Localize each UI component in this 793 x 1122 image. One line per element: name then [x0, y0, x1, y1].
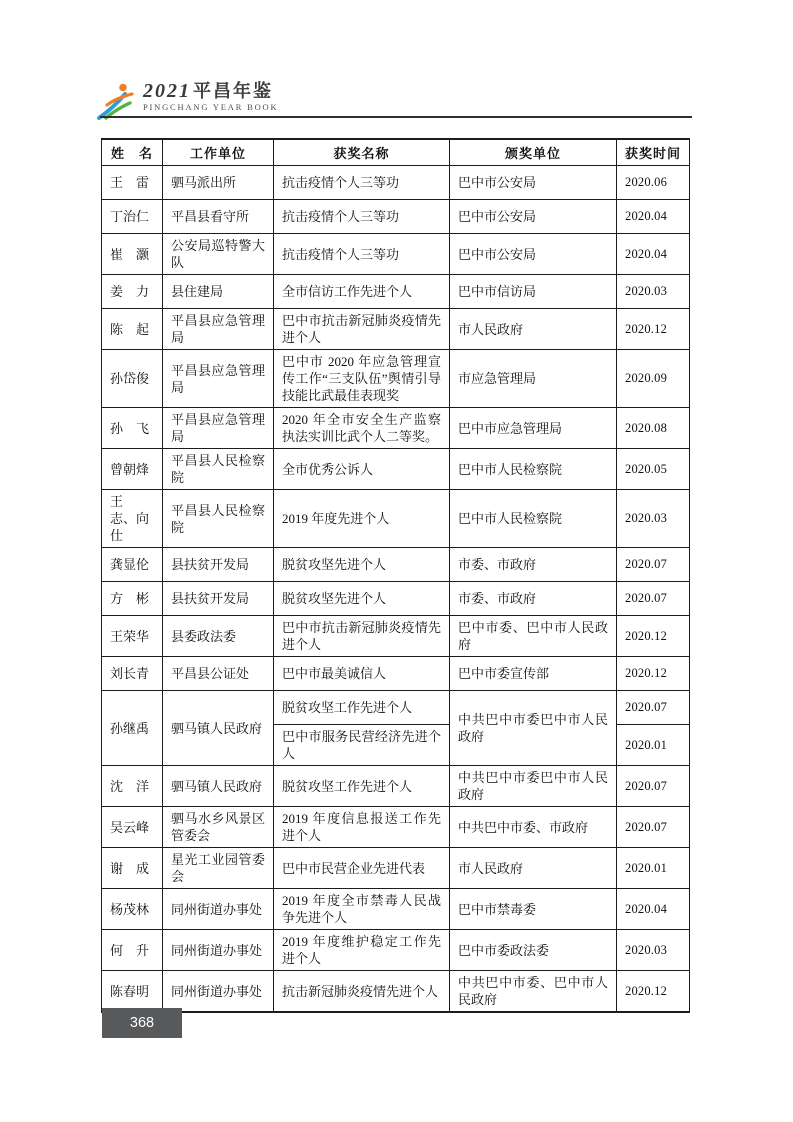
cell-name: 王 雷	[102, 166, 163, 200]
cell-work-unit: 公安局巡特警大队	[163, 234, 274, 275]
cell-award-date: 2020.07	[617, 766, 690, 807]
cell-work-unit: 县委政法委	[163, 616, 274, 657]
cell-issuer: 市人民政府	[450, 848, 617, 889]
cell-issuer: 巴中市应急管理局	[450, 408, 617, 449]
yearbook-subtitle: PINGCHANG YEAR BOOK	[143, 102, 279, 112]
table-row	[102, 691, 690, 725]
cell-name: 何 升	[102, 930, 163, 971]
cell-issuer: 市委、市政府	[450, 548, 617, 582]
table-row	[102, 889, 690, 930]
cell-award-date: 2020.05	[617, 449, 690, 490]
column-header: 颁奖单位	[450, 139, 617, 166]
cell-award-name: 抗击疫情个人三等功	[274, 166, 450, 200]
cell-issuer: 巴中市公安局	[450, 166, 617, 200]
cell-award-date: 2020.07	[617, 548, 690, 582]
brand-text	[143, 81, 278, 112]
cell-award-date: 2020.09	[617, 350, 690, 408]
table-row	[102, 766, 690, 807]
cell-award-name: 2019 年度维护稳定工作先进个人	[274, 930, 450, 971]
cell-award-date: 2020.12	[617, 616, 690, 657]
cell-name: 吴云峰	[102, 807, 163, 848]
brand-header	[94, 81, 278, 121]
cell-award-name: 2019 年度信息报送工作先进个人	[274, 807, 450, 848]
page-number: 368	[129, 1015, 155, 1031]
table-row	[102, 971, 690, 1013]
cell-award-date: 2020.03	[617, 275, 690, 309]
cell-award-date: 2020.01	[617, 848, 690, 889]
cell-work-unit: 平昌县应急管理局	[163, 408, 274, 449]
column-header: 获奖时间	[617, 139, 690, 166]
cell-issuer: 巴中市人民检察院	[450, 490, 617, 548]
awards-table	[101, 138, 690, 1013]
cell-name: 孙继禹	[102, 691, 163, 766]
cell-work-unit: 县扶贫开发局	[163, 548, 274, 582]
cell-name: 孙 飞	[102, 408, 163, 449]
cell-work-unit: 驷马镇人民政府	[163, 691, 274, 766]
table-row	[102, 657, 690, 691]
cell-work-unit: 平昌县看守所	[163, 200, 274, 234]
cell-award-name: 脱贫攻坚先进个人	[274, 548, 450, 582]
cell-award-date: 2020.08	[617, 408, 690, 449]
cell-work-unit: 星光工业园管委会	[163, 848, 274, 889]
cell-award-date: 2020.06	[617, 166, 690, 200]
cell-name: 谢 成	[102, 848, 163, 889]
cell-name: 孙岱俊	[102, 350, 163, 408]
cell-issuer: 巴中市公安局	[450, 200, 617, 234]
table-row	[102, 490, 690, 548]
cell-award-name: 全市信访工作先进个人	[274, 275, 450, 309]
cell-award-date: 2020.07	[617, 691, 690, 725]
cell-name: 陈 起	[102, 309, 163, 350]
cell-issuer: 巴中市禁毒委	[450, 889, 617, 930]
cell-award-date: 2020.04	[617, 234, 690, 275]
yearbook-logo-icon	[94, 81, 138, 121]
table-row	[102, 582, 690, 616]
table-row	[102, 807, 690, 848]
table-row	[102, 309, 690, 350]
cell-name: 王荣华	[102, 616, 163, 657]
cell-name: 方 彬	[102, 582, 163, 616]
cell-work-unit: 同州街道办事处	[163, 930, 274, 971]
cell-award-date: 2020.03	[617, 930, 690, 971]
cell-award-date: 2020.03	[617, 490, 690, 548]
cell-award-name: 2019 年度全市禁毒人民战争先进个人	[274, 889, 450, 930]
cell-award-date: 2020.01	[617, 725, 690, 766]
cell-award-date: 2020.12	[617, 657, 690, 691]
cell-issuer: 巴中市委政法委	[450, 930, 617, 971]
cell-work-unit: 县扶贫开发局	[163, 582, 274, 616]
cell-award-date: 2020.07	[617, 582, 690, 616]
yearbook-title-cn: 平昌年鉴	[193, 81, 273, 101]
cell-name: 姜 力	[102, 275, 163, 309]
table-row	[102, 166, 690, 200]
page-number-badge	[102, 1008, 182, 1038]
cell-award-name: 巴中市最美诚信人	[274, 657, 450, 691]
column-header: 获奖名称	[274, 139, 450, 166]
cell-work-unit: 驷马镇人民政府	[163, 766, 274, 807]
awards-table-body	[102, 166, 690, 1013]
cell-name: 龚显伦	[102, 548, 163, 582]
cell-work-unit: 县住建局	[163, 275, 274, 309]
cell-issuer: 中共巴中市委巴中市人民政府	[450, 766, 617, 807]
cell-issuer: 中共巴中市委、巴中市人民政府	[450, 971, 617, 1013]
cell-award-name: 巴中市民营企业先进代表	[274, 848, 450, 889]
yearbook-title	[143, 81, 278, 101]
cell-name: 崔 灏	[102, 234, 163, 275]
cell-work-unit: 驷马水乡风景区管委会	[163, 807, 274, 848]
table-row	[102, 616, 690, 657]
cell-name: 陈春明	[102, 971, 163, 1013]
cell-award-date: 2020.07	[617, 807, 690, 848]
cell-award-date: 2020.12	[617, 971, 690, 1013]
cell-work-unit: 同州街道办事处	[163, 889, 274, 930]
yearbook-year: 2021	[143, 80, 191, 102]
cell-award-name: 脱贫攻坚先进个人	[274, 582, 450, 616]
cell-award-name: 巴中市抗击新冠肺炎疫情先进个人	[274, 616, 450, 657]
cell-issuer: 巴中市信访局	[450, 275, 617, 309]
table-row	[102, 350, 690, 408]
cell-work-unit: 平昌县人民检察院	[163, 490, 274, 548]
cell-work-unit: 平昌县应急管理局	[163, 309, 274, 350]
awards-table-wrap	[101, 138, 690, 1013]
cell-issuer: 巴中市人民检察院	[450, 449, 617, 490]
cell-work-unit: 驷马派出所	[163, 166, 274, 200]
cell-work-unit: 平昌县公证处	[163, 657, 274, 691]
cell-award-name: 抗击疫情个人三等功	[274, 200, 450, 234]
cell-issuer: 中共巴中市委、市政府	[450, 807, 617, 848]
cell-award-name: 2020 年全市安全生产监察执法实训比武个人二等奖。	[274, 408, 450, 449]
cell-name: 曾朝烽	[102, 449, 163, 490]
header-divider	[100, 116, 692, 118]
cell-award-name: 全市优秀公诉人	[274, 449, 450, 490]
cell-work-unit: 平昌县应急管理局	[163, 350, 274, 408]
cell-issuer: 巴中市公安局	[450, 234, 617, 275]
table-row	[102, 408, 690, 449]
cell-award-name: 巴中市抗击新冠肺炎疫情先进个人	[274, 309, 450, 350]
cell-award-name: 巴中市 2020 年应急管理宣传工作“三支队伍”舆情引导技能比武最佳表现奖	[274, 350, 450, 408]
cell-award-date: 2020.04	[617, 889, 690, 930]
cell-name: 丁治仁	[102, 200, 163, 234]
cell-name: 沈 洋	[102, 766, 163, 807]
cell-name: 刘长青	[102, 657, 163, 691]
table-row	[102, 848, 690, 889]
table-row	[102, 930, 690, 971]
cell-issuer: 市应急管理局	[450, 350, 617, 408]
cell-issuer: 市委、市政府	[450, 582, 617, 616]
cell-work-unit: 同州街道办事处	[163, 971, 274, 1013]
table-row	[102, 234, 690, 275]
cell-name: 杨茂林	[102, 889, 163, 930]
table-row	[102, 275, 690, 309]
awards-table-head	[102, 139, 690, 166]
cell-issuer: 市人民政府	[450, 309, 617, 350]
cell-issuer: 巴中市委宣传部	[450, 657, 617, 691]
cell-work-unit: 平昌县人民检察院	[163, 449, 274, 490]
cell-issuer: 巴中市委、巴中市人民政府	[450, 616, 617, 657]
cell-award-name: 2019 年度先进个人	[274, 490, 450, 548]
cell-award-name: 巴中市服务民营经济先进个人	[274, 725, 450, 766]
cell-award-name: 抗击新冠肺炎疫情先进个人	[274, 971, 450, 1013]
cell-issuer: 中共巴中市委巴中市人民政府	[450, 691, 617, 766]
cell-award-date: 2020.12	[617, 309, 690, 350]
cell-name: 王 志、向 仕	[102, 490, 163, 548]
cell-award-date: 2020.04	[617, 200, 690, 234]
column-header: 姓 名	[102, 139, 163, 166]
table-row	[102, 449, 690, 490]
table-row	[102, 200, 690, 234]
column-header: 工作单位	[163, 139, 274, 166]
table-row	[102, 548, 690, 582]
cell-award-name: 抗击疫情个人三等功	[274, 234, 450, 275]
cell-award-name: 脱贫攻坚工作先进个人	[274, 691, 450, 725]
cell-award-name: 脱贫攻坚工作先进个人	[274, 766, 450, 807]
